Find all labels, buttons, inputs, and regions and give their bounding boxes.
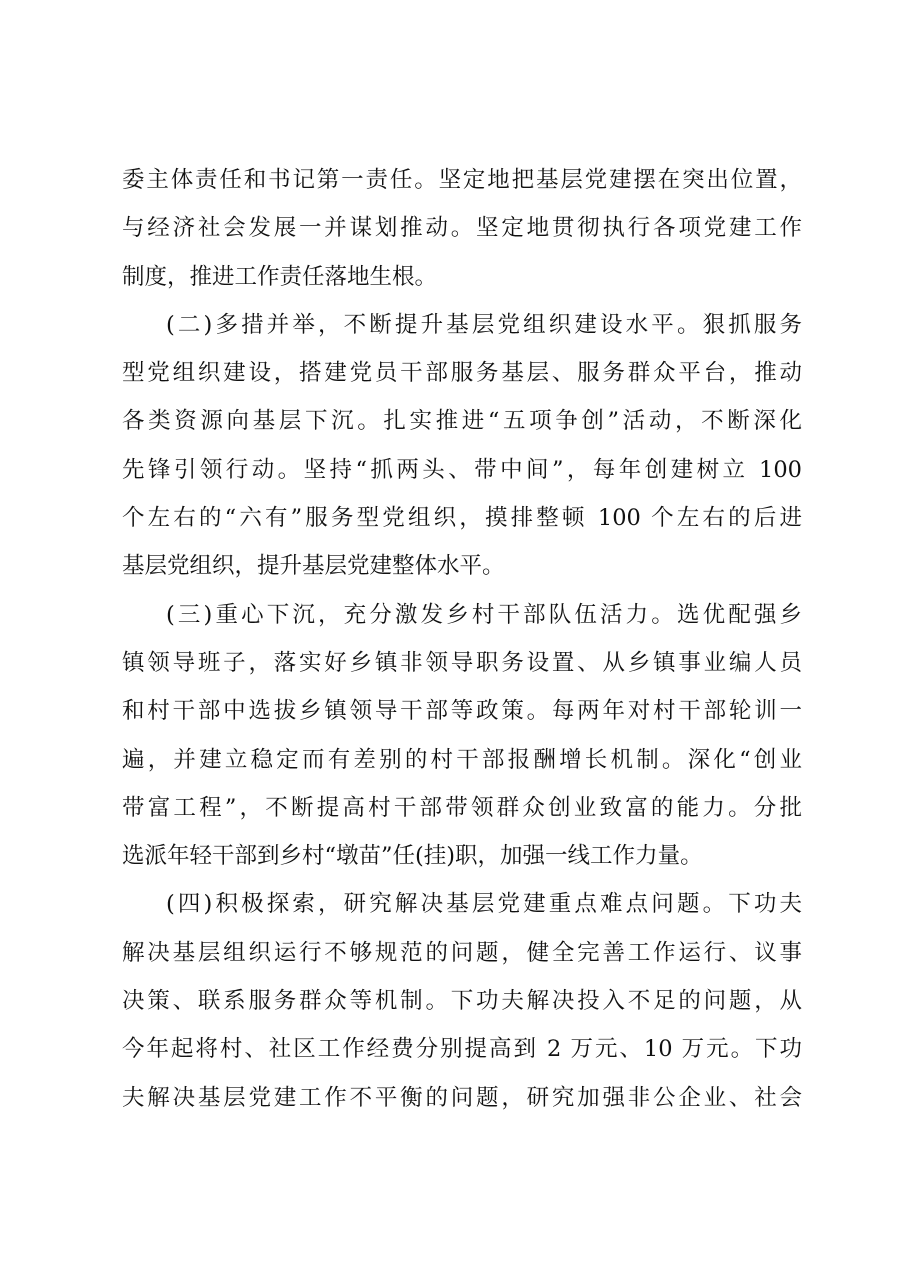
- paragraph-heading-line: (二)多措并举，不断提升基层党组织建设水平。狠抓服务: [166, 311, 802, 338]
- paragraph-heading-line: (四)积极探索，研究解决基层党建重点难点问题。下功夫: [166, 891, 802, 918]
- text-line: 镇领导班子，落实好乡镇非领导职务设置、从乡镇事业编人员: [122, 649, 802, 676]
- text-line: 先锋引领行动。坚持“抓两头、带中间”，每年创建树立 100: [122, 456, 802, 483]
- text-line: 夫解决基层党建工作不平衡的问题，研究加强非公企业、社会: [122, 1084, 802, 1111]
- text-line: 选派年轻干部到乡村“墩苗”任(挂)职，加强一线工作力量。: [122, 843, 703, 870]
- text-line: 与经济社会发展一并谋划推动。坚定地贯彻执行各项党建工作: [122, 215, 802, 242]
- text-line: 个左右的“六有”服务型党组织，摸排整顿 100 个左右的后进: [122, 505, 802, 532]
- text-line: 委主体责任和书记第一责任。坚定地把基层党建摆在突出位置，: [122, 167, 802, 193]
- text-line: 决策、联系服务群众等机制。下功夫解决投入不足的问题，从: [122, 988, 802, 1015]
- text-line: 和村干部中选拔乡镇领导干部等政策。每两年对村干部轮训一: [122, 698, 802, 725]
- text-line: 带富工程”，不断提高村干部带领群众创业致富的能力。分批: [122, 794, 802, 821]
- text-line: 各类资源向基层下沉。扎实推进“五项争创”活动，不断深化: [122, 408, 802, 435]
- text-line: 型党组织建设，搭建党员干部服务基层、服务群众平台，推动: [122, 360, 802, 387]
- text-line: 基层党组织，提升基层党建整体水平。: [122, 553, 505, 580]
- paragraph-heading-line: (三)重心下沉，充分激发乡村干部队伍活力。选优配强乡: [166, 601, 802, 628]
- body-text: [122, 156, 802, 1122]
- text-line: 今年起将村、社区工作经费分别提高到 2 万元、10 万元。下功: [122, 1036, 802, 1063]
- text-line: 遍，并建立稳定而有差别的村干部报酬增长机制。深化“创业: [122, 746, 802, 773]
- text-line: 解决基层组织运行不够规范的问题，健全完善工作运行、议事: [122, 939, 802, 966]
- text-line: 制度，推进工作责任落地生根。: [122, 263, 438, 290]
